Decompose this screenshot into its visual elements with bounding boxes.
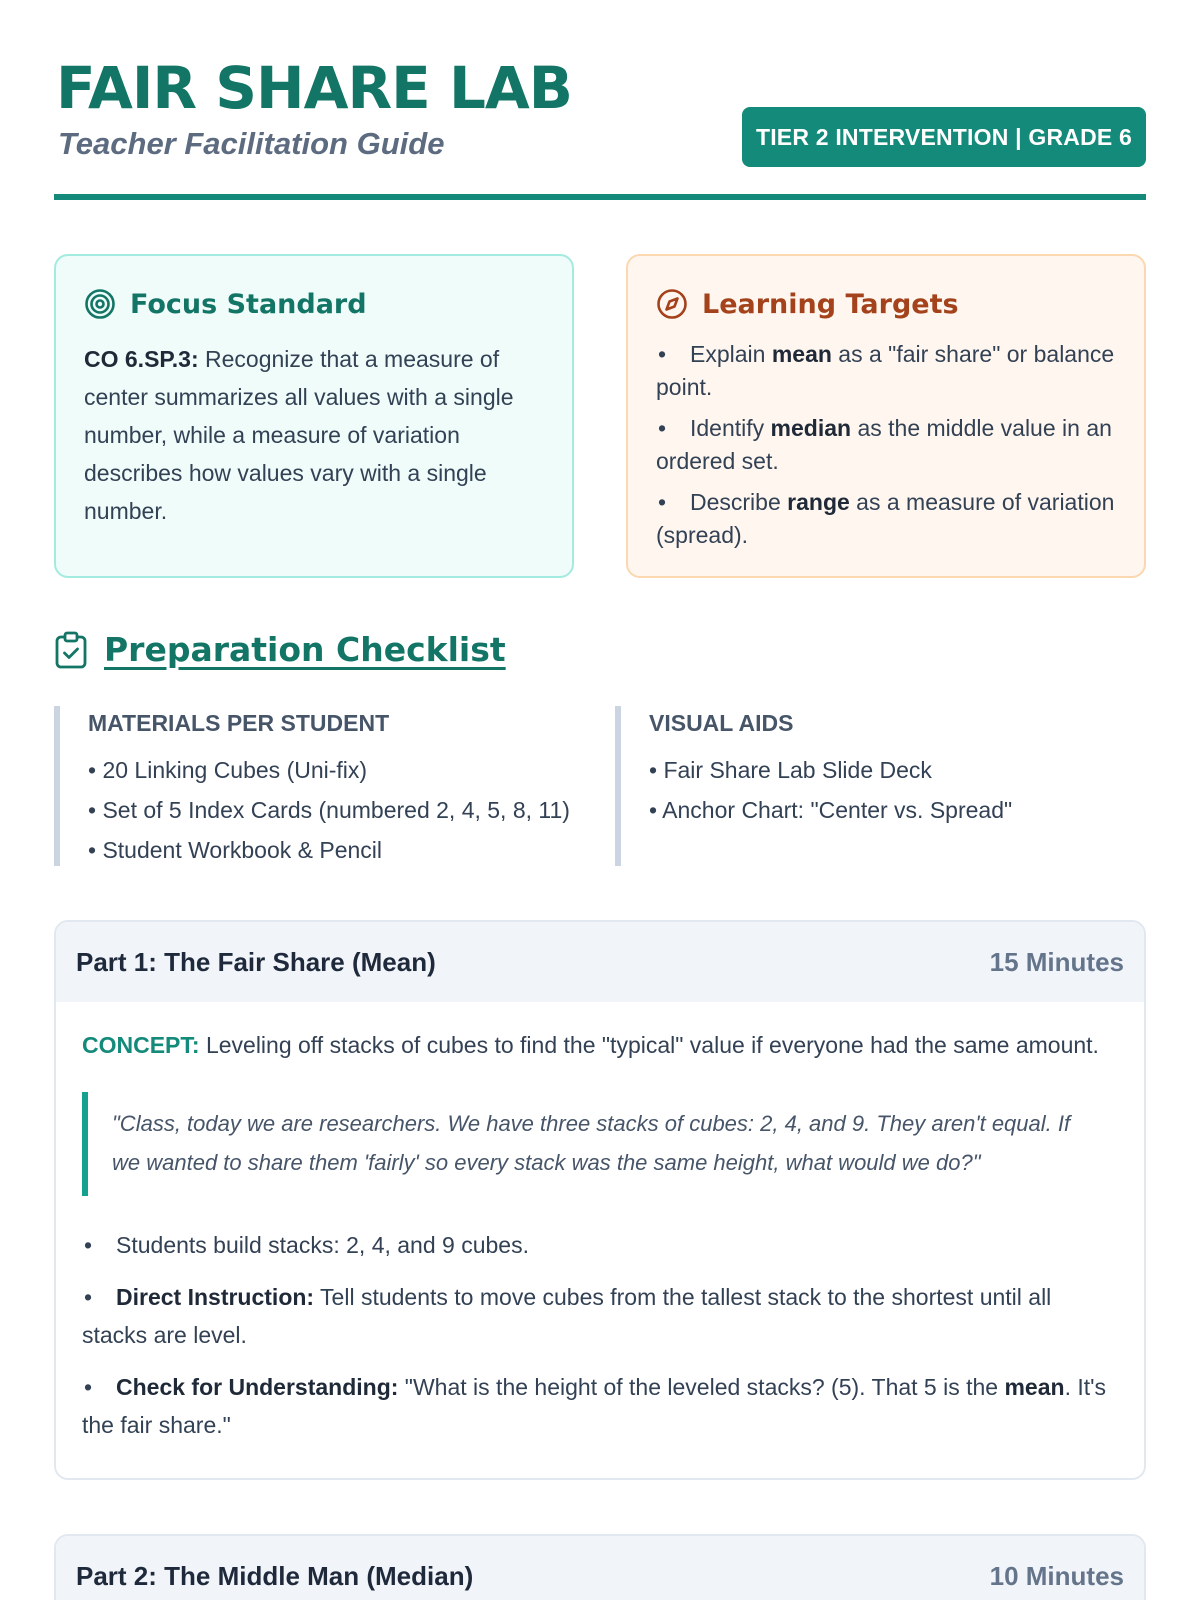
target-term: mean (771, 341, 832, 367)
bullet: • (84, 1374, 93, 1400)
learning-targets-card (626, 254, 1146, 578)
page-subtitle: Teacher Facilitation Guide (58, 126, 445, 161)
standard-code: CO 6.SP.3: (84, 346, 199, 372)
part-1-title: Part 1: The Fair Share (Mean) (76, 946, 436, 977)
clipboard-check-icon (54, 631, 88, 669)
materials-list (88, 750, 614, 870)
part-1-panel (54, 920, 1146, 1480)
visual-aids-list (649, 750, 1145, 830)
part-1-body (56, 1002, 1144, 1444)
step-text: "What is the height of the leveled stacks? (5). That 5 is the (398, 1374, 1005, 1400)
step-label: Check for Understanding: (116, 1374, 399, 1400)
target-text: as the middle value in an ordered set. (656, 415, 1112, 474)
page-title: FAIR SHARE LAB (56, 54, 573, 122)
target-text: Describe (690, 489, 788, 515)
bullet: • (658, 489, 667, 515)
focus-standard-heading: Focus Standard (130, 288, 367, 320)
target-text: Identify (690, 415, 771, 441)
visual-aids-heading: VISUAL AIDS (649, 710, 794, 736)
list-item: • Fair Share Lab Slide Deck (649, 757, 932, 783)
step-item (82, 1278, 1116, 1354)
learning-targets-list (656, 338, 1116, 552)
learning-target-item (656, 486, 1116, 552)
part-1-header (56, 922, 1144, 1002)
list-item: • 20 Linking Cubes (Uni-fix) (88, 757, 368, 783)
part-2-panel (54, 1534, 1146, 1600)
concept-text: Leveling off stacks of cubes to find the "typical" value if everyone had the same amount. (199, 1032, 1099, 1058)
concept-statement (82, 1028, 1116, 1062)
learning-targets-header (656, 284, 1116, 324)
top-cards (54, 254, 1146, 578)
part-2-title: Part 2: The Middle Man (Median) (76, 1560, 474, 1591)
target-icon (84, 288, 116, 320)
bullet: • (84, 1232, 93, 1258)
step-text: . It's the fair share." (82, 1374, 1107, 1438)
step-term: mean (1004, 1374, 1065, 1400)
list-item: • Student Workbook & Pencil (88, 837, 383, 863)
materials-column (54, 706, 614, 866)
step-text: Students build stacks: 2, 4, and 9 cubes. (116, 1232, 529, 1258)
list-item: • Set of 5 Index Cards (numbered 2, 4, 5, 8, 11) (88, 797, 570, 823)
header (54, 0, 1146, 200)
step-text: Tell students to move cubes from the tallest stack to the shortest until all stacks are level. (82, 1284, 1052, 1348)
bullet: • (658, 341, 667, 367)
part-1-duration: 15 Minutes (989, 946, 1124, 977)
focus-standard-card (54, 254, 574, 578)
tier-grade-badge: TIER 2 INTERVENTION | GRADE 6 (742, 107, 1146, 167)
list-item: • Anchor Chart: "Center vs. Spread" (649, 797, 1013, 823)
part-2-duration: 10 Minutes (989, 1560, 1124, 1591)
standard-description: Recognize that a measure of center summarizes all values with a single number, while a measure of variation describes how values vary with a single number. (84, 346, 514, 524)
bullet: • (658, 415, 667, 441)
materials-heading: MATERIALS PER STUDENT (88, 710, 390, 736)
target-text: as a "fair share" or balance point. (656, 341, 1115, 400)
compass-icon (656, 288, 688, 320)
part-1-steps (82, 1226, 1116, 1444)
target-term: median (770, 415, 852, 441)
learning-target-item (656, 412, 1116, 478)
visual-aids-column (615, 706, 1145, 866)
target-term: range (787, 489, 850, 515)
learning-targets-heading: Learning Targets (702, 288, 959, 320)
target-text: as a measure of variation (spread). (656, 489, 1115, 548)
focus-standard-header (84, 284, 544, 324)
bullet: • (84, 1284, 93, 1310)
focus-standard-text (84, 340, 544, 530)
step-item (82, 1226, 1116, 1264)
checklist-header (54, 630, 506, 669)
teacher-script-quote: "Class, today we are researchers. We have three stacks of cubes: 2, 4, and 9. They aren't equal. If we wanted to share them 'fairly' so every stack was the same height, what would we do?" (82, 1092, 1116, 1196)
concept-label: CONCEPT: (82, 1032, 200, 1058)
target-text: Explain (690, 341, 772, 367)
learning-target-item (656, 338, 1116, 404)
step-item (82, 1368, 1116, 1444)
part-2-header (56, 1536, 1144, 1600)
step-label: Direct Instruction: (116, 1284, 315, 1310)
checklist-title: Preparation Checklist (104, 630, 506, 669)
